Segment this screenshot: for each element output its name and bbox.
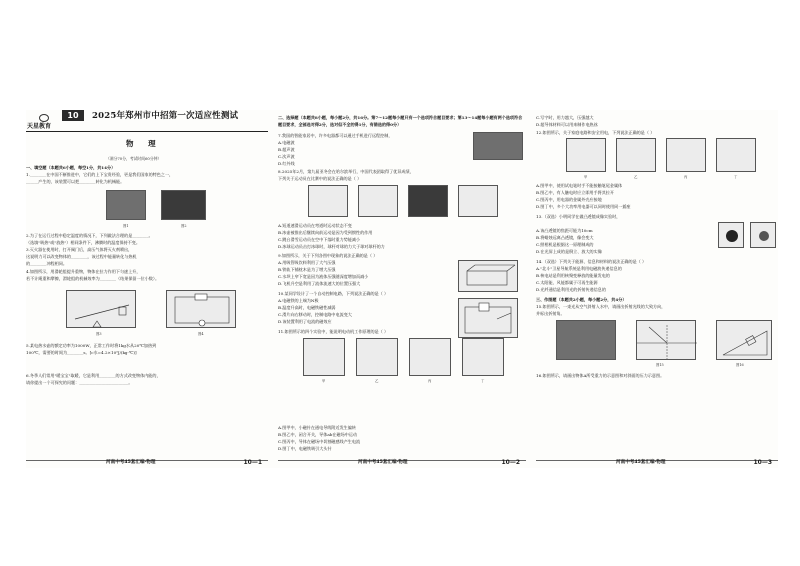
option-text: A."北斗"卫星导航系统是利用电磁波传递信息的 bbox=[536, 266, 622, 271]
question-text: 的________冲程相同。 bbox=[26, 261, 67, 266]
lens-image-a bbox=[718, 222, 744, 248]
option-text: A.用吸管吸饮料利用了大气压强 bbox=[278, 260, 336, 265]
option-text: D.红外线 bbox=[278, 161, 295, 166]
option-text: D.超导体材料可以用来制作电热丝 bbox=[536, 122, 598, 127]
question-text: ______产生的，该装置可以把________转化为机械能。 bbox=[26, 179, 125, 184]
footer-text: 河南中考45套汇编·物理 bbox=[616, 459, 666, 465]
question-text: 若不计绳重和摩擦，滑轮组的机械效率为________（结果保留一位小数）。 bbox=[26, 276, 160, 281]
option-text: C.水坝上窄下宽是因为液体压强随深度增加而减小 bbox=[278, 274, 369, 279]
page-footer bbox=[106, 459, 268, 466]
question-text: 100℃，需要的时间为________s。[c水=4.2×10³J/(kg·℃)] bbox=[26, 350, 137, 355]
pressure-diagram-svg bbox=[459, 261, 519, 293]
question-text: 9.如图所示，关于下列各图中现象的说法正确的是（ ） bbox=[278, 253, 378, 258]
option-text: C.图丙中，导体在磁场中切割磁感线产生电流 bbox=[278, 439, 361, 444]
figure-1-image bbox=[106, 190, 146, 220]
lens-b-svg bbox=[751, 223, 777, 249]
figure-label: 图4 bbox=[198, 332, 204, 336]
option-text: B.将蜡烛远离凸透镜，像会变大 bbox=[536, 235, 594, 240]
question-text: 6.冬季人们常用"暖宝宝"取暖，它是利用________的方式改变物体内能的， bbox=[26, 373, 161, 378]
question-text: 16.如图所示，请画出物体A所受重力的示意图和对斜面的压力示意图。 bbox=[536, 373, 665, 378]
question-text: 7.我国的智能家居中，许多电器都可以通过手机进行远程控制， bbox=[278, 133, 393, 138]
question-text: 15.如图所示，一束光从空气斜射入水中，请画出折射光线的大致方向， bbox=[536, 304, 666, 309]
figure-label: 图1 bbox=[123, 224, 129, 228]
electric-shock-image bbox=[616, 138, 656, 172]
figure-label: 丁 bbox=[481, 379, 485, 383]
question-text: 13.（双选）小明同学在做凸透镜成像实验时， bbox=[536, 214, 621, 219]
figure-label: 丁 bbox=[734, 175, 738, 179]
speed-skating-image bbox=[308, 185, 348, 217]
option-text: A.该凸透镜的焦距可能为10cm bbox=[536, 228, 593, 233]
figure-2-image bbox=[161, 190, 206, 220]
option-text: C.太阳能、风能都属于可再生能源 bbox=[536, 280, 598, 285]
option-text: B.冰壶被推出后继续向前运动是因为受到惯性的作用 bbox=[278, 230, 373, 235]
column-2 bbox=[278, 110, 526, 468]
question-text: 3.灭火器在使用时，打开阀门后，高压气体将灭火剂喷出， bbox=[26, 247, 133, 252]
incline-force-diagram bbox=[716, 320, 772, 360]
figure-label: 图2 bbox=[181, 224, 187, 228]
option-text: A.图甲中，使用试电笔时手不能接触笔尾金属体 bbox=[536, 183, 623, 188]
option-text: C.写字时，用力越大，压强越大 bbox=[536, 115, 594, 120]
subject-title: 物 理 bbox=[126, 139, 162, 148]
option-text: B.图乙中，闭合开关，导体ab在磁场中运动 bbox=[278, 432, 357, 437]
paper-header bbox=[26, 110, 268, 132]
option-text: A.电磁铁的上端为N极 bbox=[278, 298, 319, 303]
question-text: （选填"吸热"或"放热"）相同条件下，沸腾时的温度保持不变。 bbox=[26, 240, 140, 245]
option-text: B.核电站是利用核聚变释放的能量发电的 bbox=[536, 273, 610, 278]
brand-name: 天星教育 bbox=[27, 123, 52, 130]
question-text: 11.如图所示的四个实验中，能说明电动机工作原理的是（ ） bbox=[278, 329, 389, 334]
refraction-diagram-svg bbox=[637, 321, 697, 361]
test-pen-image bbox=[566, 138, 606, 172]
option-text: B.铁轨下铺枕木是为了增大压强 bbox=[278, 267, 336, 272]
option-text: D.图丁中，电磁铁吸引大头针 bbox=[278, 446, 332, 451]
experiment-b-image bbox=[356, 338, 398, 376]
option-text: D.图丁中，多个大功率用电器可以同时使用同一插座 bbox=[536, 204, 631, 209]
option-text: A.短道速滑运动员在弯道时运动状态不变 bbox=[278, 223, 352, 228]
experiment-c-image bbox=[409, 338, 451, 376]
page-footer bbox=[358, 459, 526, 466]
question-text: 4.如图所示，用滑轮组提升重物，物体在拉力作用下匀速上升， bbox=[26, 269, 141, 274]
figure-label: 丙 bbox=[428, 379, 432, 383]
section-2-title: 二、选择题（本题共8小题，每小题2分，共16分。第7～12题每小题只有一个选项符合题目要求；第13～14题每小题有两个选项符合题目要求，全部选对得2分，选对但不全的得1分，有错选的得0分） bbox=[278, 115, 523, 127]
exam-info: （满分70分，考试时间60分钟） bbox=[106, 156, 162, 161]
page-number: 10—1 bbox=[243, 458, 262, 466]
page-footer bbox=[616, 459, 778, 466]
column-1 bbox=[26, 110, 268, 468]
question-text: 并标出折射角。 bbox=[536, 311, 565, 316]
exam-sheet bbox=[26, 110, 778, 468]
question-text: 5.某电热水壶的额定功率为1000W，正常工作时将1kg水从20℃加热到 bbox=[26, 343, 157, 348]
option-text: D.冰球运动员击打冰球时，球杆对球的力大于球对球杆的力 bbox=[278, 244, 385, 249]
option-text: C.次声波 bbox=[278, 154, 295, 159]
option-text: C.图丙中，用电器的金属外壳应接地 bbox=[536, 197, 602, 202]
option-text: D.光纤通信是利用光的折射传递信息的 bbox=[536, 287, 606, 292]
footer-text: 河南中考45套汇编·物理 bbox=[106, 459, 156, 465]
question-text: 14.（双选）下列关于能源、信息和材料的说法正确的是（ ） bbox=[536, 259, 647, 264]
refraction-diagram bbox=[636, 320, 696, 360]
option-text: B.图乙中，有人触电时应立即用手将其拉开 bbox=[536, 190, 614, 195]
option-text: D.该装置利用了电流的磁效应 bbox=[278, 319, 332, 324]
option-text: A.图甲中，小磁针在通电导线附近发生偏转 bbox=[278, 425, 356, 430]
star-logo-icon bbox=[39, 114, 49, 122]
section-3-title: 三、作图题（本题共2小题，每小题2分，共4分） bbox=[536, 297, 627, 302]
figure-4-circuit-diagram bbox=[166, 290, 236, 328]
question-text: 8.2025年2月，第九届亚冬会在哈尔滨举行，中国代表团取得了优异成绩， bbox=[278, 169, 414, 174]
lens-a-svg bbox=[719, 223, 745, 249]
figure-label: 图3 bbox=[96, 332, 102, 336]
water-refraction-photo bbox=[556, 320, 616, 360]
section-1-title: 一、填空题（本题共6小题，每空1分，共14分） bbox=[26, 165, 116, 170]
figure-3-lever-diagram bbox=[66, 290, 136, 328]
figure-label: 甲 bbox=[322, 379, 326, 383]
column-3 bbox=[536, 110, 778, 468]
paper-number-tab: 10 bbox=[62, 110, 84, 121]
page-number: 10—3 bbox=[753, 458, 772, 466]
figure-label: 图16 bbox=[736, 363, 744, 367]
lever-diagram-svg bbox=[67, 291, 137, 329]
option-text: D.在光屏上成的是倒立、放大的实像 bbox=[536, 249, 602, 254]
curling-image bbox=[358, 185, 398, 217]
question-text: 12.如图所示，关于家庭电路和安全用电，下列说法正确的是（ ） bbox=[536, 130, 655, 135]
question-text: 请你提出一个可探究的问题：________________________。 bbox=[26, 380, 133, 385]
question-text: 这说明力可以改变物体的________，该过程中能量转化与热机 bbox=[26, 254, 137, 259]
smart-home-image bbox=[473, 132, 523, 160]
lens-image-b bbox=[750, 222, 776, 248]
ice-hockey-image bbox=[408, 185, 448, 217]
figure-label: 乙 bbox=[375, 379, 379, 383]
experiment-d-image bbox=[462, 338, 504, 376]
paper-title: 2025年郑州市中招第一次适应性测试 bbox=[92, 111, 239, 121]
figure-label: 图15 bbox=[656, 363, 664, 367]
question-text: 1.________在中国不断推进中，它们的上下宝贵经验，更是我们国家的特色之一， bbox=[26, 172, 174, 177]
option-text: B.超声波 bbox=[278, 147, 295, 152]
grounded-appliance-image bbox=[666, 138, 706, 172]
option-text: C.滑片向右移动时，控制电路中电流变大 bbox=[278, 312, 352, 317]
circuit-diagram-svg bbox=[167, 291, 237, 329]
figure-label: 乙 bbox=[634, 175, 638, 179]
question-text: 下列关于运动员在比赛中的说法正确的是（ ） bbox=[278, 176, 362, 181]
option-text: C.照相机是根据这一原理制成的 bbox=[536, 242, 594, 247]
question-text: 10.某同学设计了一个自动控制电路，下列说法正确的是（ ） bbox=[278, 291, 389, 296]
figure-label: 丙 bbox=[684, 175, 688, 179]
option-text: B.温度升高时，电磁铁磁性减弱 bbox=[278, 305, 336, 310]
power-strip-image bbox=[716, 138, 756, 172]
ski-jump-image bbox=[458, 185, 498, 217]
option-text: D.飞机升空是利用了流体流速大的位置压强大 bbox=[278, 281, 361, 286]
question-text: 2.为了在运行过程中稳定温度的情况下，下列做法合理的是________。 bbox=[26, 233, 153, 238]
footer-text: 河南中考45套汇编·物理 bbox=[358, 459, 408, 465]
experiment-a-image bbox=[303, 338, 345, 376]
brand-logo bbox=[26, 114, 62, 130]
figure-label: 甲 bbox=[584, 175, 588, 179]
option-text: C.跳台滑雪运动员在空中下落时重力势能减小 bbox=[278, 237, 361, 242]
page-number: 10—2 bbox=[501, 458, 520, 466]
pressure-diagram bbox=[458, 260, 518, 292]
option-text: A.电磁波 bbox=[278, 140, 295, 145]
incline-svg bbox=[717, 321, 773, 361]
